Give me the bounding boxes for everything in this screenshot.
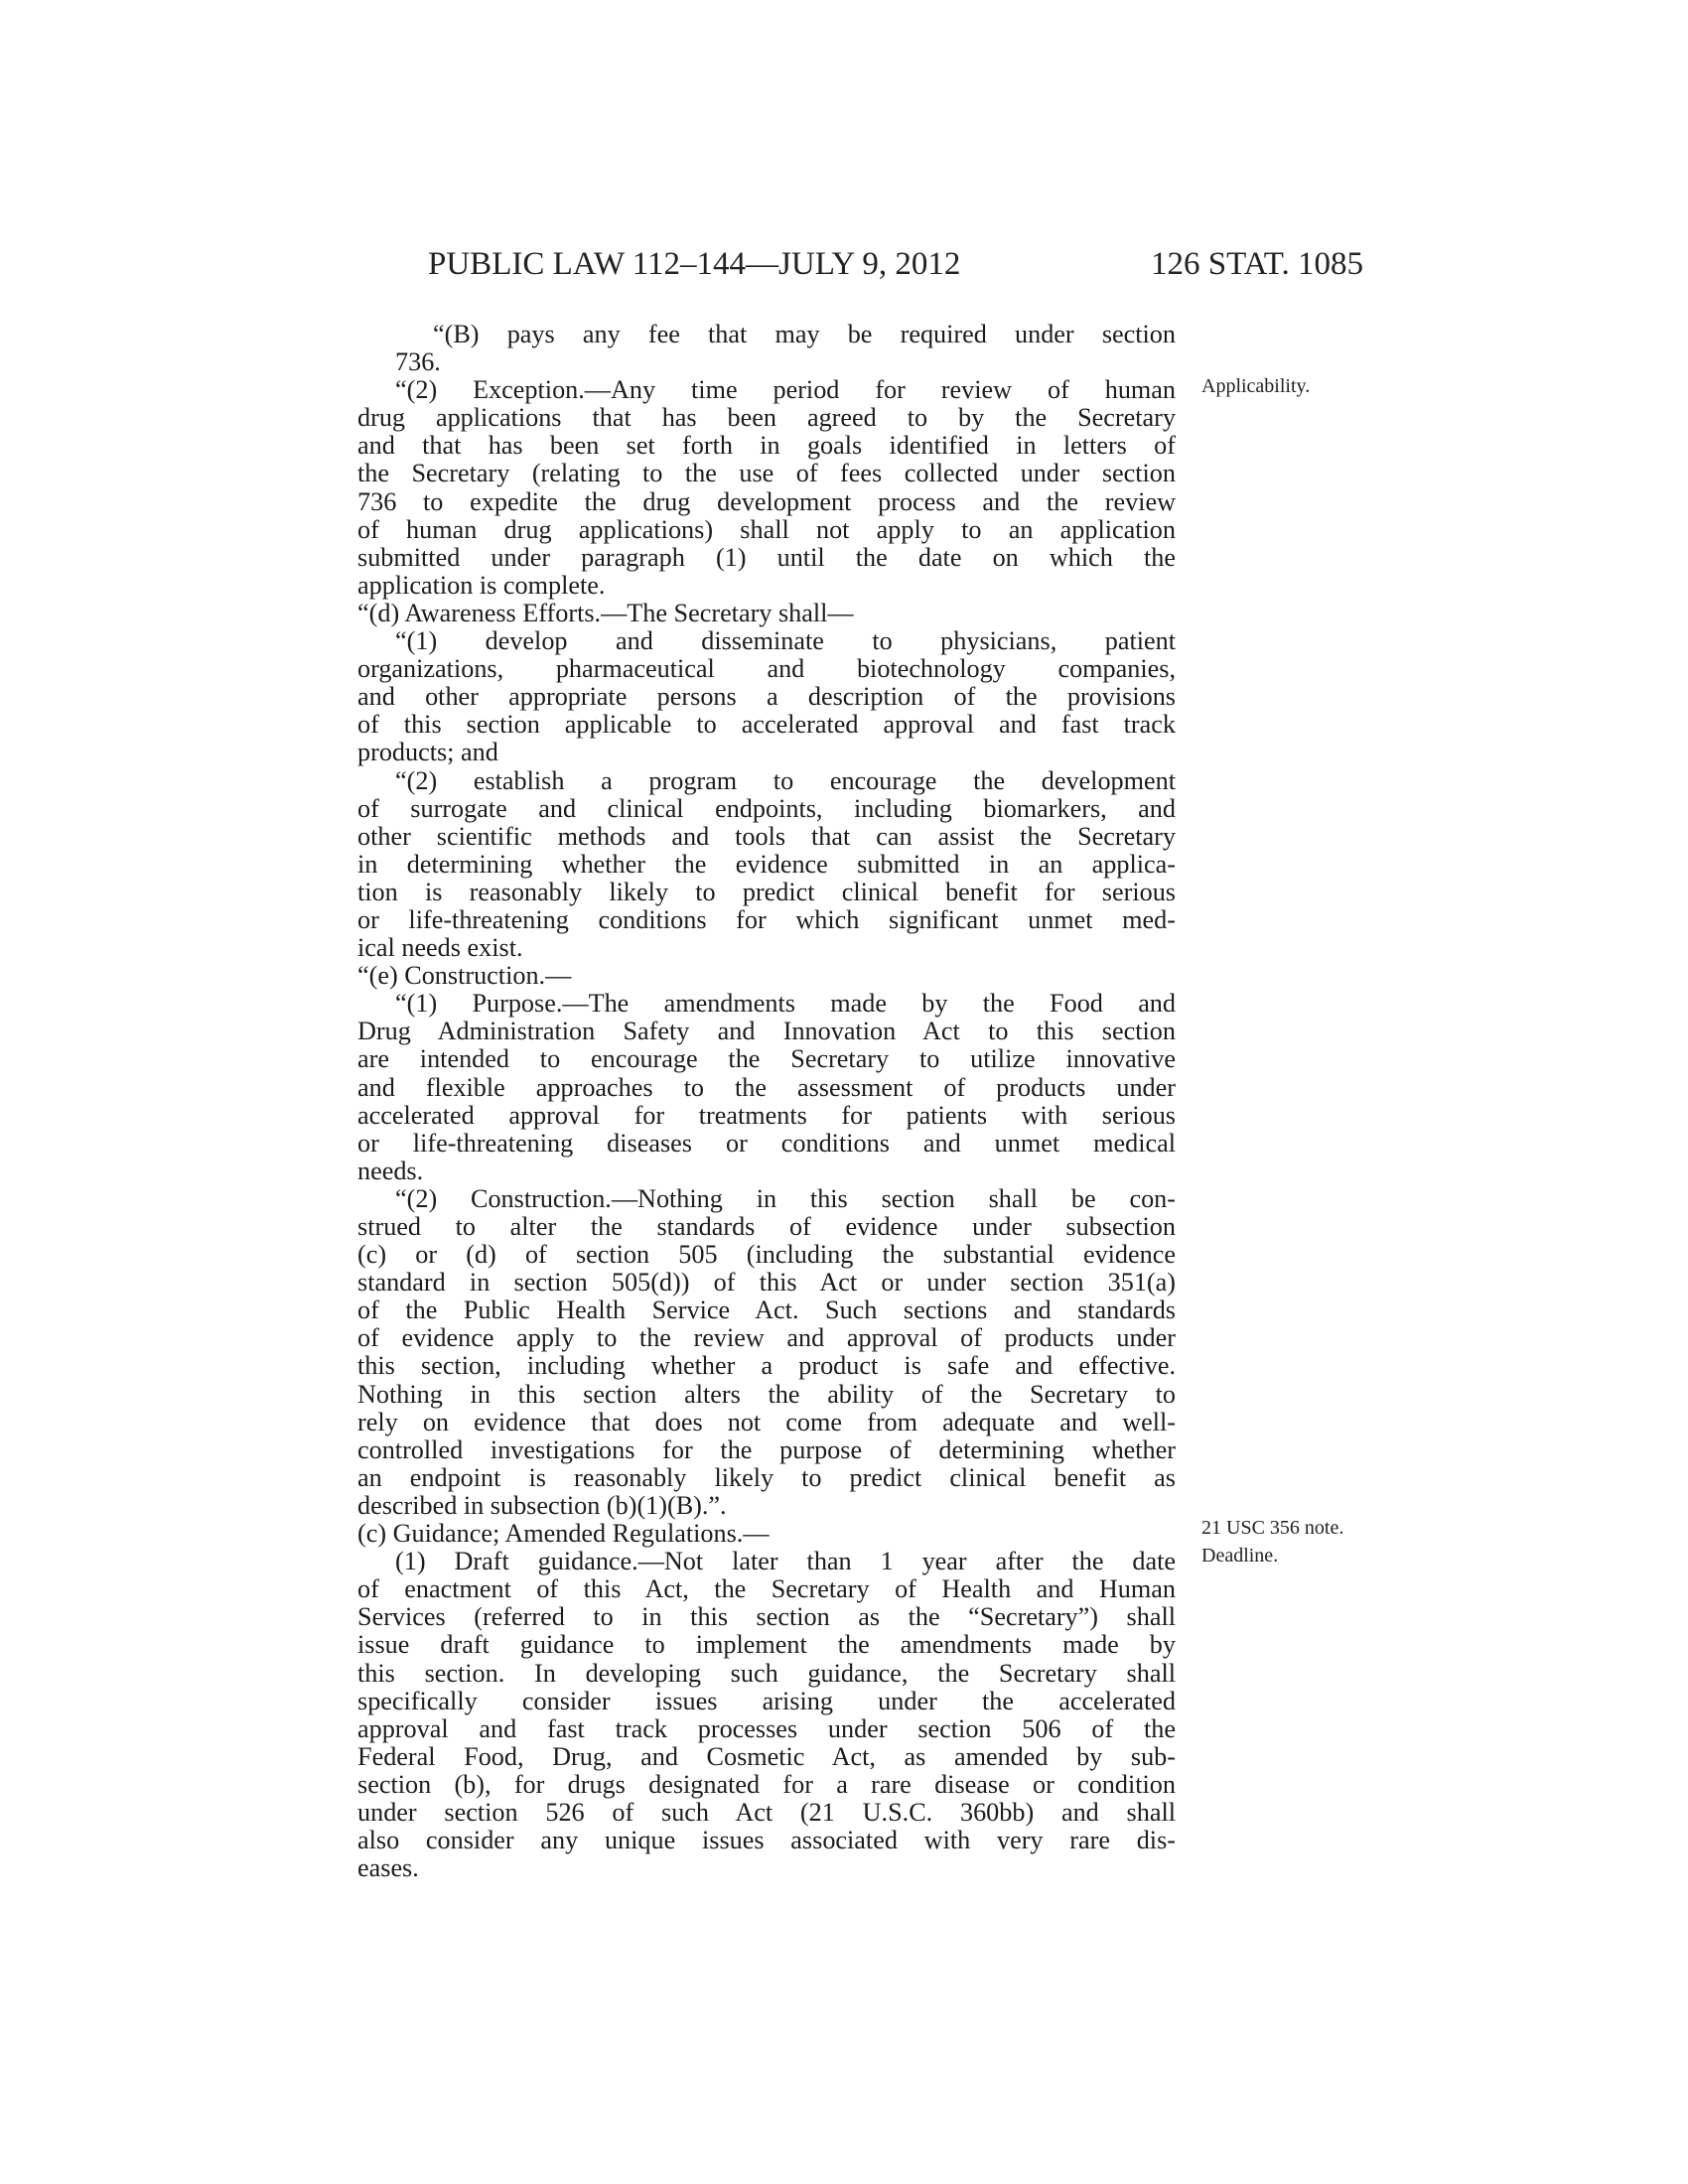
text-line: Federal Food, Drug, and Cosmetic Act, as amended by sub-	[357, 1741, 1176, 1771]
text-line: submitted under paragraph (1) until the date on which the	[357, 542, 1176, 572]
text-line: organizations, pharmaceutical and biotechnology companies,	[357, 654, 1176, 684]
text-line: of the Public Health Service Act. Such sections and standards	[357, 1296, 1176, 1325]
text-line: and flexible approaches to the assessment of products under	[357, 1072, 1176, 1102]
statute-body-text	[357, 321, 1176, 1882]
text-line: and that has been set forth in goals identified in letters of	[357, 431, 1176, 461]
text-line: tion is reasonably likely to predict clinical benefit for serious	[357, 877, 1176, 906]
text-line: controlled investigations for the purpose of determining whether	[357, 1434, 1176, 1464]
text-line: an endpoint is reasonably likely to predict clinical benefit as	[357, 1462, 1176, 1492]
text-line: “(2) establish a program to encourage the development	[395, 765, 1176, 795]
margin-note-deadline: Deadline.	[1201, 1545, 1279, 1567]
text-line: also consider any unique issues associated with very rare dis-	[357, 1826, 1176, 1855]
text-line: section (b), for drugs designated for a rare disease or condition	[357, 1769, 1176, 1799]
margin-note-applicability: Applicability.	[1201, 375, 1311, 397]
text-line: issue draft guidance to implement the amendments made by	[357, 1630, 1176, 1660]
text-line: eases.	[357, 1853, 419, 1883]
text-line: “(e) Construction.—	[357, 961, 572, 991]
text-line: 736.	[395, 347, 441, 377]
text-line: described in subsection (b)(1)(B).”.	[357, 1490, 727, 1520]
text-line: or life-threatening diseases or conditions and unmet medical	[357, 1128, 1176, 1158]
running-header-title: PUBLIC LAW 112–144—JULY 9, 2012	[428, 246, 961, 282]
text-line: other scientific methods and tools that can assist the Secretary	[357, 821, 1176, 851]
text-line: are intended to encourage the Secretary to utilize innovative	[357, 1044, 1176, 1074]
text-line: under section 526 of such Act (21 U.S.C. 360bb) and shall	[357, 1797, 1176, 1827]
text-line: the Secretary (relating to the use of fees collected under section	[357, 459, 1176, 488]
text-line: 736 to expedite the drug development process and the review	[357, 486, 1176, 516]
text-line: standard in section 505(d)) of this Act or under section 351(a)	[357, 1268, 1176, 1297]
text-line: “(1) Purpose.—The amendments made by the Food and	[395, 989, 1176, 1019]
text-line: this section. In developing such guidance, the Secretary shall	[357, 1658, 1176, 1688]
text-line: Drug Administration Safety and Innovation Act to this section	[357, 1017, 1176, 1046]
text-line: of surrogate and clinical endpoints, including biomarkers, and	[357, 793, 1176, 823]
text-line: of this section applicable to accelerated approval and fast track	[357, 710, 1176, 740]
text-line: (c) Guidance; Amended Regulations.—	[357, 1519, 770, 1549]
text-line: (1) Draft guidance.—Not later than 1 year after the date	[395, 1547, 1176, 1576]
text-line: of enactment of this Act, the Secretary of Health and Human	[357, 1574, 1176, 1604]
text-line: “(1) develop and disseminate to physicians, patient	[395, 626, 1176, 656]
text-line: products; and	[357, 738, 498, 767]
text-line: “(d) Awareness Efforts.—The Secretary shall—	[357, 598, 854, 627]
running-header-page-number: 126 STAT. 1085	[1151, 246, 1364, 282]
text-line: (c) or (d) of section 505 (including the substantial evidence	[357, 1240, 1176, 1270]
text-line: strued to alter the standards of evidence under subsection	[357, 1212, 1176, 1241]
text-line: in determining whether the evidence submitted in an applica-	[357, 849, 1176, 879]
text-line: or life-threatening conditions for which significant unmet med-	[357, 904, 1176, 934]
text-line: Nothing in this section alters the ability of the Secretary to	[357, 1379, 1176, 1409]
margin-note-usc: 21 USC 356 note.	[1201, 1517, 1344, 1539]
text-line: rely on evidence that does not come from adequate and well-	[357, 1407, 1176, 1436]
text-line: “(2) Exception.—Any time period for review of human	[395, 375, 1176, 405]
text-line: “(2) Construction.—Nothing in this section shall be con-	[395, 1183, 1176, 1213]
text-line: of human drug applications) shall not apply to an application	[357, 514, 1176, 544]
text-line: Services (referred to in this section as the “Secretary”) shall	[357, 1602, 1176, 1632]
text-line: “(B) pays any fee that may be required under section	[433, 320, 1176, 348]
text-line: application is complete.	[357, 570, 606, 600]
text-line: specifically consider issues arising under the accelerated	[357, 1686, 1176, 1715]
text-line: drug applications that has been agreed to by the Secretary	[357, 403, 1176, 433]
text-line: accelerated approval for treatments for patients with serious	[357, 1100, 1176, 1130]
text-line: approval and fast track processes under section 506 of the	[357, 1713, 1176, 1743]
text-line: needs.	[357, 1156, 424, 1185]
text-line: this section, including whether a product is safe and effective.	[357, 1351, 1176, 1381]
text-line: and other appropriate persons a description of the provisions	[357, 682, 1176, 712]
text-line: ical needs exist.	[357, 933, 523, 963]
text-line: of evidence apply to the review and approval of products under	[357, 1323, 1176, 1353]
